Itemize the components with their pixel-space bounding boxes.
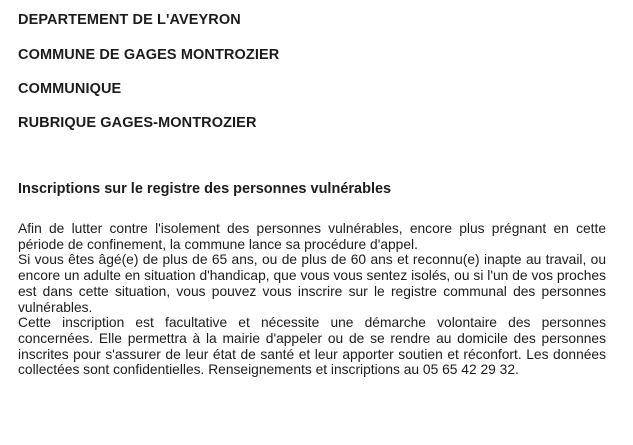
- department-heading: DEPARTEMENT DE L'AVEYRON: [18, 12, 241, 28]
- rubrique-heading: RUBRIQUE GAGES-MONTROZIER: [18, 115, 257, 131]
- commune-heading: COMMUNE DE GAGES MONTROZIER: [18, 47, 280, 63]
- paragraph-registration: Cette inscription est facultative et nécessite une démarche volontaire des personnes concernées. Elle permettra à la mairie d'appeler ou de se rendre au domicile des personnes inscrites pour s'assurer de leur état de santé et leur apporter soutien et réconfort. Les données collectées sont confidentielles. Renseignements et inscriptions au 05 65 42 29 32.: [18, 315, 606, 378]
- section-title: Inscriptions sur le registre des personnes vulnérables: [18, 181, 392, 197]
- paragraph-intro: Afin de lutter contre l'isolement des personnes vulnérables, encore plus prégnant en cette période de confinement, la commune lance sa procédure d'appel.: [18, 221, 606, 252]
- paragraph-eligibility: Si vous êtes âgé(e) de plus de 65 ans, ou de plus de 60 ans et reconnu(e) inapte au travail, ou encore un adulte en situation d'handicap, que vous vous sentez isolés, ou si l'un de vos proches est dans cette situation, vous pouvez vous inscrire sur le registre communal des personnes vulnérables.: [18, 252, 606, 315]
- communique-heading: COMMUNIQUE: [18, 81, 122, 97]
- communique-body: [18, 221, 606, 378]
